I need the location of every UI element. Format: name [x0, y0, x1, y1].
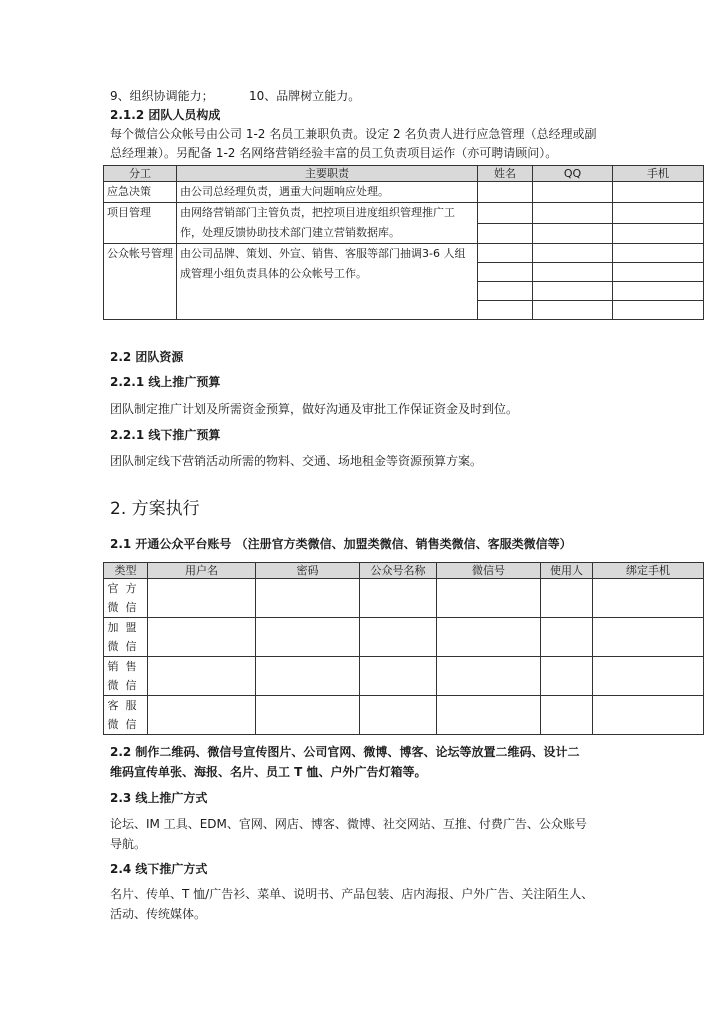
qq-cell	[533, 182, 613, 203]
qq-cell	[533, 203, 613, 224]
duty-cell: 由网络营销部门主管负责，把控项目进度组织管理推广工作，处理反馈协助技术部门建立营销数据库。	[177, 203, 478, 244]
column-header: 密码	[256, 563, 360, 579]
account-table	[103, 562, 704, 735]
table-header-row	[104, 166, 704, 182]
type-line: 微信	[107, 718, 144, 731]
type-line: 客服	[107, 699, 144, 712]
column-header: 公众号名称	[360, 563, 437, 579]
section-heading-2-1: 2.1 开通公众平台账号 （注册官方类微信、加盟类微信、销售类微信、客服类微信等）	[110, 537, 572, 551]
phone-cell	[613, 263, 704, 282]
table-row	[104, 182, 704, 203]
ability-item-10: 10、品牌树立能力。	[249, 89, 361, 103]
table-row	[104, 696, 704, 735]
type-cell	[104, 618, 148, 657]
type-line: 加盟	[107, 621, 144, 634]
duty-cell: 由公司总经理负责，遇重大问题响应处理。	[177, 182, 478, 203]
type-line: 官方	[107, 582, 144, 595]
section-heading-2-1-2: 2.1.2 团队人员构成	[110, 108, 221, 122]
name-cell	[478, 223, 533, 244]
table-row	[104, 618, 704, 657]
type-line: 微信	[107, 601, 144, 614]
paragraph-line: 导航。	[110, 837, 147, 851]
section-heading-2-4: 2.4 线下推广方式	[110, 862, 208, 876]
phone-cell	[613, 244, 704, 263]
phone-cell	[613, 203, 704, 224]
phone-cell	[613, 282, 704, 301]
column-header: QQ	[533, 166, 613, 182]
paragraph-line: 活动、传统媒体。	[110, 907, 207, 921]
name-cell	[478, 263, 533, 282]
phone-cell	[613, 301, 704, 320]
phone-cell	[613, 223, 704, 244]
phone-cell	[613, 182, 704, 203]
name-cell	[478, 282, 533, 301]
type-cell	[104, 579, 148, 618]
paragraph-line: 名片、传单、T 恤/广告衫、菜单、说明书、产品包装、店内海报、户外广告、关注陌生人、	[110, 887, 594, 901]
duty-cell: 由公司品牌、策划、外宣、销售、客服等部门抽调3-6 人组成管理小组负责具体的公众帐号工作。	[177, 244, 478, 320]
column-header: 主要职责	[177, 166, 478, 182]
type-line: 销售	[107, 660, 144, 673]
table-row	[104, 203, 704, 224]
table-row	[104, 579, 704, 618]
qq-cell	[533, 301, 613, 320]
type-cell	[104, 696, 148, 735]
ability-item-9: 9、组织协调能力；	[110, 89, 214, 103]
column-header: 使用人	[541, 563, 593, 579]
paragraph-line: 总经理兼）。另配备 1-2 名网络营销经验丰富的员工负责项目运作（亦可聘请顾问）。	[110, 146, 558, 160]
column-header: 绑定手机	[593, 563, 704, 579]
team-table	[103, 165, 704, 320]
name-cell	[478, 203, 533, 224]
table-row	[104, 657, 704, 696]
qq-cell	[533, 244, 613, 263]
type-line: 微信	[107, 679, 144, 692]
column-header: 用户名	[148, 563, 256, 579]
table-row	[104, 244, 704, 263]
name-cell	[478, 301, 533, 320]
section-heading-2-3: 2.3 线上推广方式	[110, 791, 208, 805]
section-heading-2-2: 2.2 团队资源	[110, 350, 184, 364]
qq-cell	[533, 223, 613, 244]
column-header: 姓名	[478, 166, 533, 182]
section-heading-2-2b: 2.2 制作二维码、微信号宣传图片、公司官网、微博、博客、论坛等放置二维码、设计二	[110, 745, 580, 759]
paragraph-line: 论坛、IM 工具、EDM、官网、网店、博客、微博、社交网站、互推、付费广告、公众账号	[110, 817, 587, 831]
type-line: 微信	[107, 640, 144, 653]
paragraph-line: 每个微信公众帐号由公司 1-2 名员工兼职负责。设定 2 名负责人进行应急管理（总经理或副	[110, 127, 597, 141]
role-cell: 应急决策	[104, 182, 177, 203]
name-cell	[478, 244, 533, 263]
column-header: 分工	[104, 166, 177, 182]
type-cell	[104, 657, 148, 696]
section-title: 2. 方案执行	[110, 499, 200, 519]
subsection-heading-online-budget: 2.2.1 线上推广预算	[110, 375, 221, 389]
column-header: 手机	[613, 166, 704, 182]
section-heading-2-2b-cont: 维码宣传单张、海报、名片、员工 T 恤、户外广告灯箱等。	[110, 765, 427, 779]
table-header-row	[104, 563, 704, 579]
column-header: 微信号	[437, 563, 541, 579]
column-header: 类型	[104, 563, 148, 579]
qq-cell	[533, 263, 613, 282]
role-cell: 项目管理	[104, 203, 177, 244]
paragraph-line: 团队制定线下营销活动所需的物料、交通、场地租金等资源预算方案。	[110, 454, 483, 468]
paragraph-line: 团队制定推广计划及所需资金预算，做好沟通及审批工作保证资金及时到位。	[110, 402, 519, 416]
subsection-heading-offline-budget: 2.2.1 线下推广预算	[110, 428, 221, 442]
name-cell	[478, 182, 533, 203]
qq-cell	[533, 282, 613, 301]
role-cell: 公众帐号管理	[104, 244, 177, 320]
